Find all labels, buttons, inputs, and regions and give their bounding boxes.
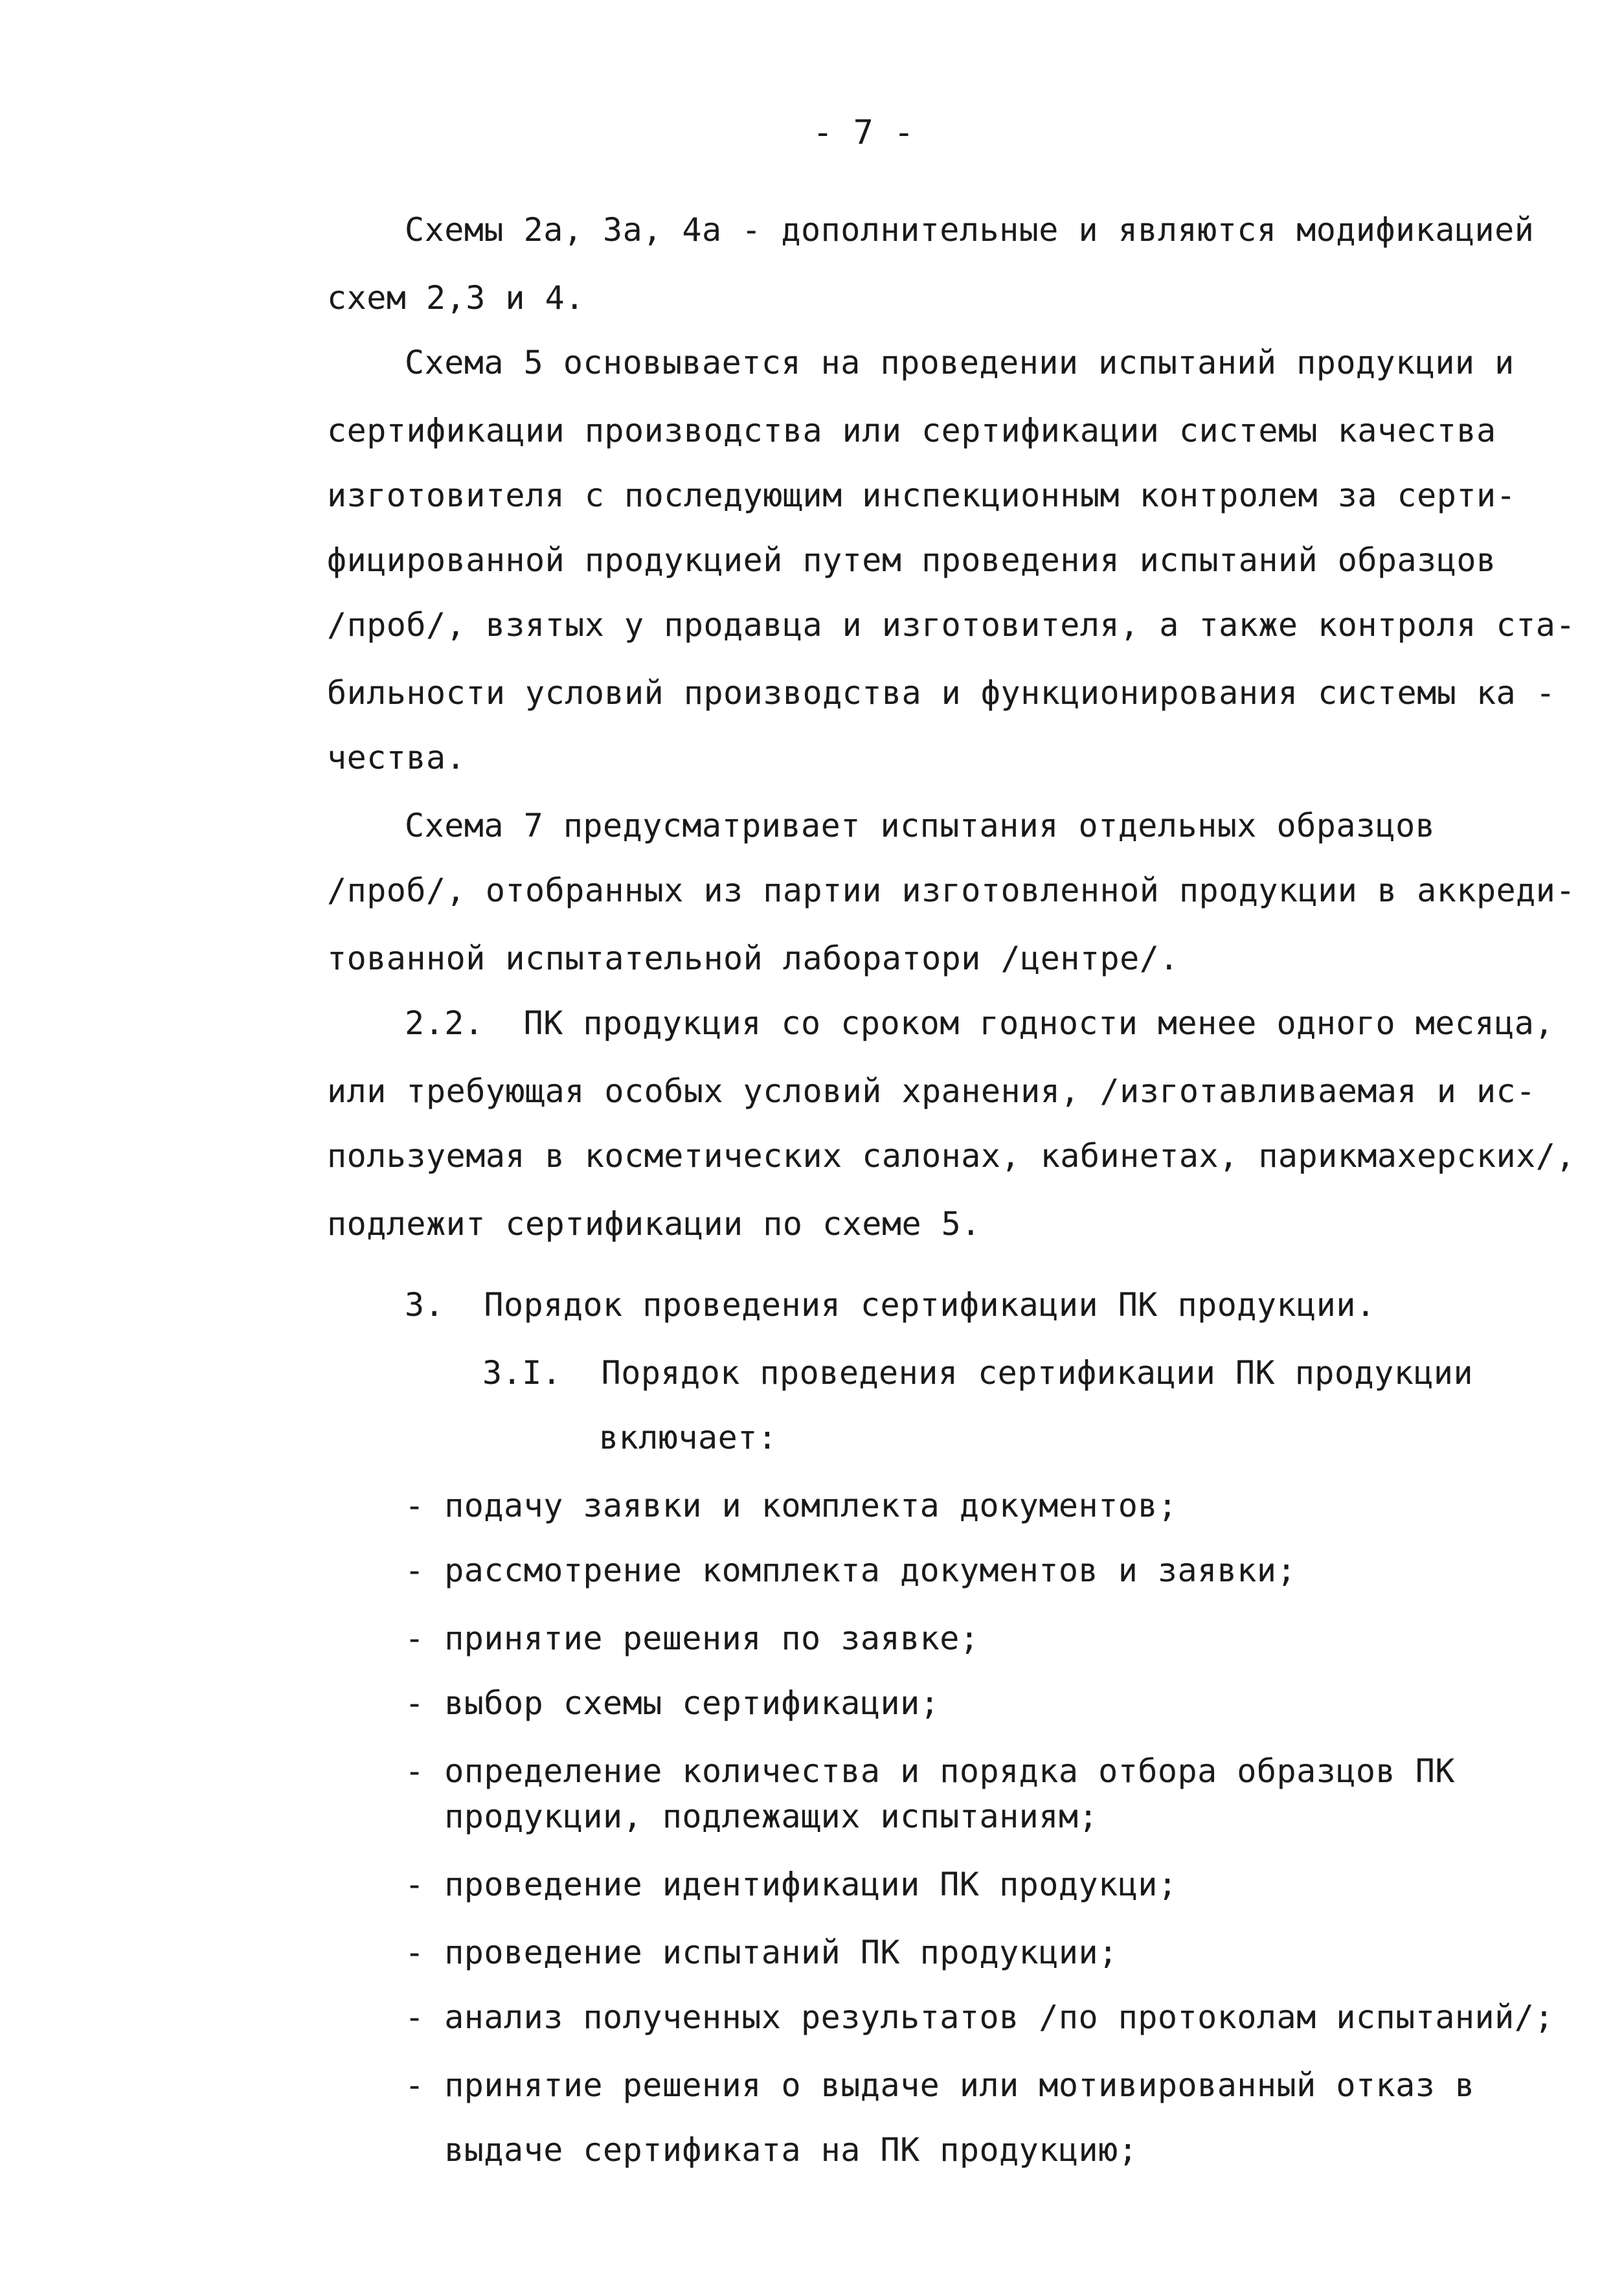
page-number: - 7 - (813, 113, 914, 152)
paragraph-4-line-2: или требующая особых условий хранения, /изготавливаемая и ис- (327, 1072, 1536, 1110)
paragraph-3-line-2: /проб/, отобранных из партии изготовленной продукции в аккреди- (327, 872, 1575, 909)
paragraph-4-line-3: пользуемая в косметических салонах, кабинетах, парикмахерских/, (327, 1137, 1575, 1175)
list-item: - определение количества и порядка отбора образцов ПК (405, 1752, 1455, 1790)
list-item-continuation: выдаче сертификата на ПК продукцию; (405, 2131, 1138, 2169)
paragraph-4-line-1: 2.2. ПК продукция со сроком годности менее одного месяца, (405, 1004, 1554, 1042)
list-item: - рассмотрение комплекта документов и заявки; (405, 1552, 1297, 1589)
list-item: - анализ полученных результатов /по протоколам испытаний/; (405, 1998, 1554, 2036)
paragraph-2-line-5: /проб/, взятых у продавца и изготовителя, а также контроля ста- (327, 606, 1575, 644)
section-3-1-heading: 3.I. Порядок проведения сертификации ПК продукции (482, 1354, 1474, 1392)
list-item: - подачу заявки и комплекта документов; (405, 1487, 1178, 1524)
paragraph-2-line-7: чества. (327, 739, 466, 776)
list-item: - выбор схемы сертификации; (405, 1684, 940, 1722)
paragraph-2-line-4: фицированной продукцией путем проведения испытаний образцов (327, 541, 1496, 579)
paragraph-2-line-3: изготовителя с последующим инспекционным контролем за серти- (327, 477, 1517, 514)
list-item-continuation: продукции, подлежащих испытаниям; (405, 1798, 1099, 1835)
list-item: - принятие решения о выдаче или мотивированный отказ в (405, 2066, 1475, 2104)
list-item: - проведение испытаний ПК продукции; (405, 1934, 1118, 1971)
paragraph-1-line-1: Схемы 2а, 3а, 4а - дополнительные и являются модификацией (405, 211, 1535, 249)
paragraph-3-line-1: Схема 7 предусматривает испытания отдельных образцов (405, 807, 1436, 844)
paragraph-2-line-2: сертификации производства или сертификации системы качества (327, 412, 1496, 449)
paragraph-3-line-3: тованной испытательной лаборатори /центре/. (327, 940, 1179, 977)
paragraph-1-line-2: схем 2,3 и 4. (327, 279, 585, 317)
list-item: - принятие решения по заявке; (405, 1620, 980, 1657)
paragraph-2-line-1: Схема 5 основывается на проведении испытаний продукции и (405, 344, 1515, 381)
paragraph-4-line-4: подлежит сертификации по схеме 5. (327, 1205, 981, 1243)
section-3-heading: 3. Порядок проведения сертификации ПК продукции. (405, 1286, 1376, 1324)
section-3-1-heading-cont: включает: (599, 1419, 778, 1456)
list-item: - проведение идентификации ПК продукци; (405, 1866, 1178, 1903)
paragraph-2-line-6: бильности условий производства и функционирования системы ка - (327, 674, 1556, 712)
